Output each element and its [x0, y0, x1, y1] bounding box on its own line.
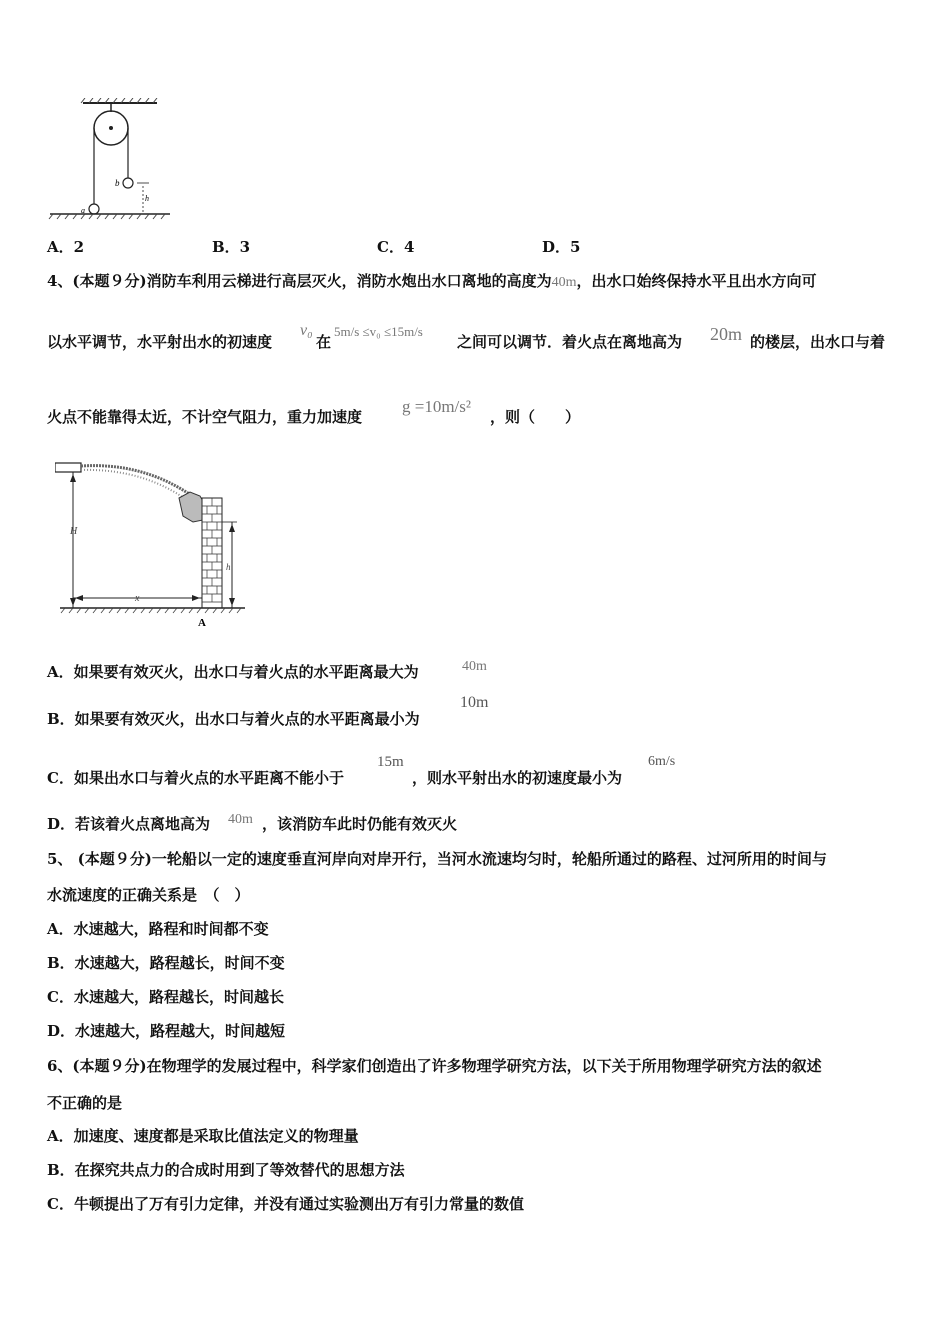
label-h: h: [145, 194, 149, 203]
label-x: x: [135, 593, 140, 604]
q4-line2: 以水平调节，水平射出水的初速度: [47, 333, 273, 351]
q5-option-d[interactable]: D．水速越大，路程越大，时间越短: [47, 1022, 286, 1040]
q4-line2-d: 的楼层，出水口与着: [750, 333, 886, 351]
q4-line3: 火点不能靠得太近，不计空气阻力，重力加速度: [47, 408, 363, 426]
math-v0-range: 5m/s ≤v₀ ≤15m/s: [334, 324, 423, 339]
q4-line3-b: ，则（ ）: [490, 408, 581, 426]
q3-option-b[interactable]: B．3: [212, 238, 251, 256]
label-h-fire: h: [226, 562, 231, 572]
math-optb-10m: 10m: [460, 694, 489, 711]
q5-option-b[interactable]: B．水速越大，路程越长，时间不变: [47, 954, 285, 972]
q5-line1: 5、 (本题９分)一轮船以一定的速度垂直河岸向对岸开行，当河水流速均匀时，轮船所通过的路程、过河所用的时间与: [47, 850, 827, 868]
math-opta-40m: 40m: [462, 659, 487, 674]
q4-option-d[interactable]: D．若该着火点离地高为: [47, 815, 211, 833]
pulley-figure: [45, 98, 175, 220]
q4-line2-zai: 在: [316, 333, 332, 351]
q3-option-d[interactable]: D．5: [542, 238, 581, 256]
q6-line2: 不正确的是: [47, 1094, 123, 1112]
q5-option-c[interactable]: C．水速越大，路程越长，时间越长: [47, 988, 284, 1006]
q4-option-b[interactable]: B．如果要有效灭火，出水口与着火点的水平距离最小为: [47, 710, 420, 728]
math-v0: v₀: [300, 322, 313, 339]
q4-option-c[interactable]: C．如果出水口与着火点的水平距离不能小于: [47, 769, 344, 787]
label-b: b: [115, 178, 120, 188]
q4-option-a[interactable]: A．如果要有效灭火，出水口与着火点的水平距离最大为: [47, 663, 419, 681]
math-g: g =10m/s²: [402, 397, 471, 416]
fire-truck-figure: [55, 458, 245, 630]
math-optc-15m: 15m: [377, 754, 404, 770]
q6-option-b[interactable]: B．在探究共点力的合成时用到了等效替代的思想方法: [47, 1161, 405, 1179]
label-a: a: [81, 206, 85, 215]
q6-line1: 6、(本题９分)在物理学的发展过程中，科学家们创造出了许多物理学研究方法，以下关于所用物理学研究方法的叙述: [47, 1057, 822, 1075]
q5-option-a[interactable]: A．水速越大，路程和时间都不变: [47, 920, 269, 938]
math-optd-40m: 40m: [228, 812, 253, 827]
math-20m: 20m: [710, 324, 743, 344]
math-40m: 40m: [551, 275, 577, 290]
q3-option-a[interactable]: A．2: [47, 238, 85, 256]
q4-option-d-b: ，该消防车此时仍能有效灭火: [262, 815, 458, 833]
q3-option-c[interactable]: C．4: [377, 238, 415, 256]
q4-line1: 4、(本题９分)消防车利用云梯进行高层灭火，消防水炮出水口离地的高度为40m，出水口始终保持水平且出水方向可: [47, 272, 817, 290]
q4-line2-c: 之间可以调节．着火点在离地高为: [457, 333, 683, 351]
label-A: A: [198, 617, 206, 629]
q4-option-c-b: ，则水平射出水的初速度最小为: [412, 769, 623, 787]
q6-option-a[interactable]: A．加速度、速度都是采取比值法定义的物理量: [47, 1127, 359, 1145]
q5-line2: 水流速度的正确关系是 （ ）: [47, 886, 250, 904]
math-optc-6ms: 6m/s: [648, 754, 676, 769]
q6-option-c[interactable]: C．牛顿提出了万有引力定律，并没有通过实验测出万有引力常量的数值: [47, 1195, 524, 1213]
label-H: H: [70, 526, 78, 537]
